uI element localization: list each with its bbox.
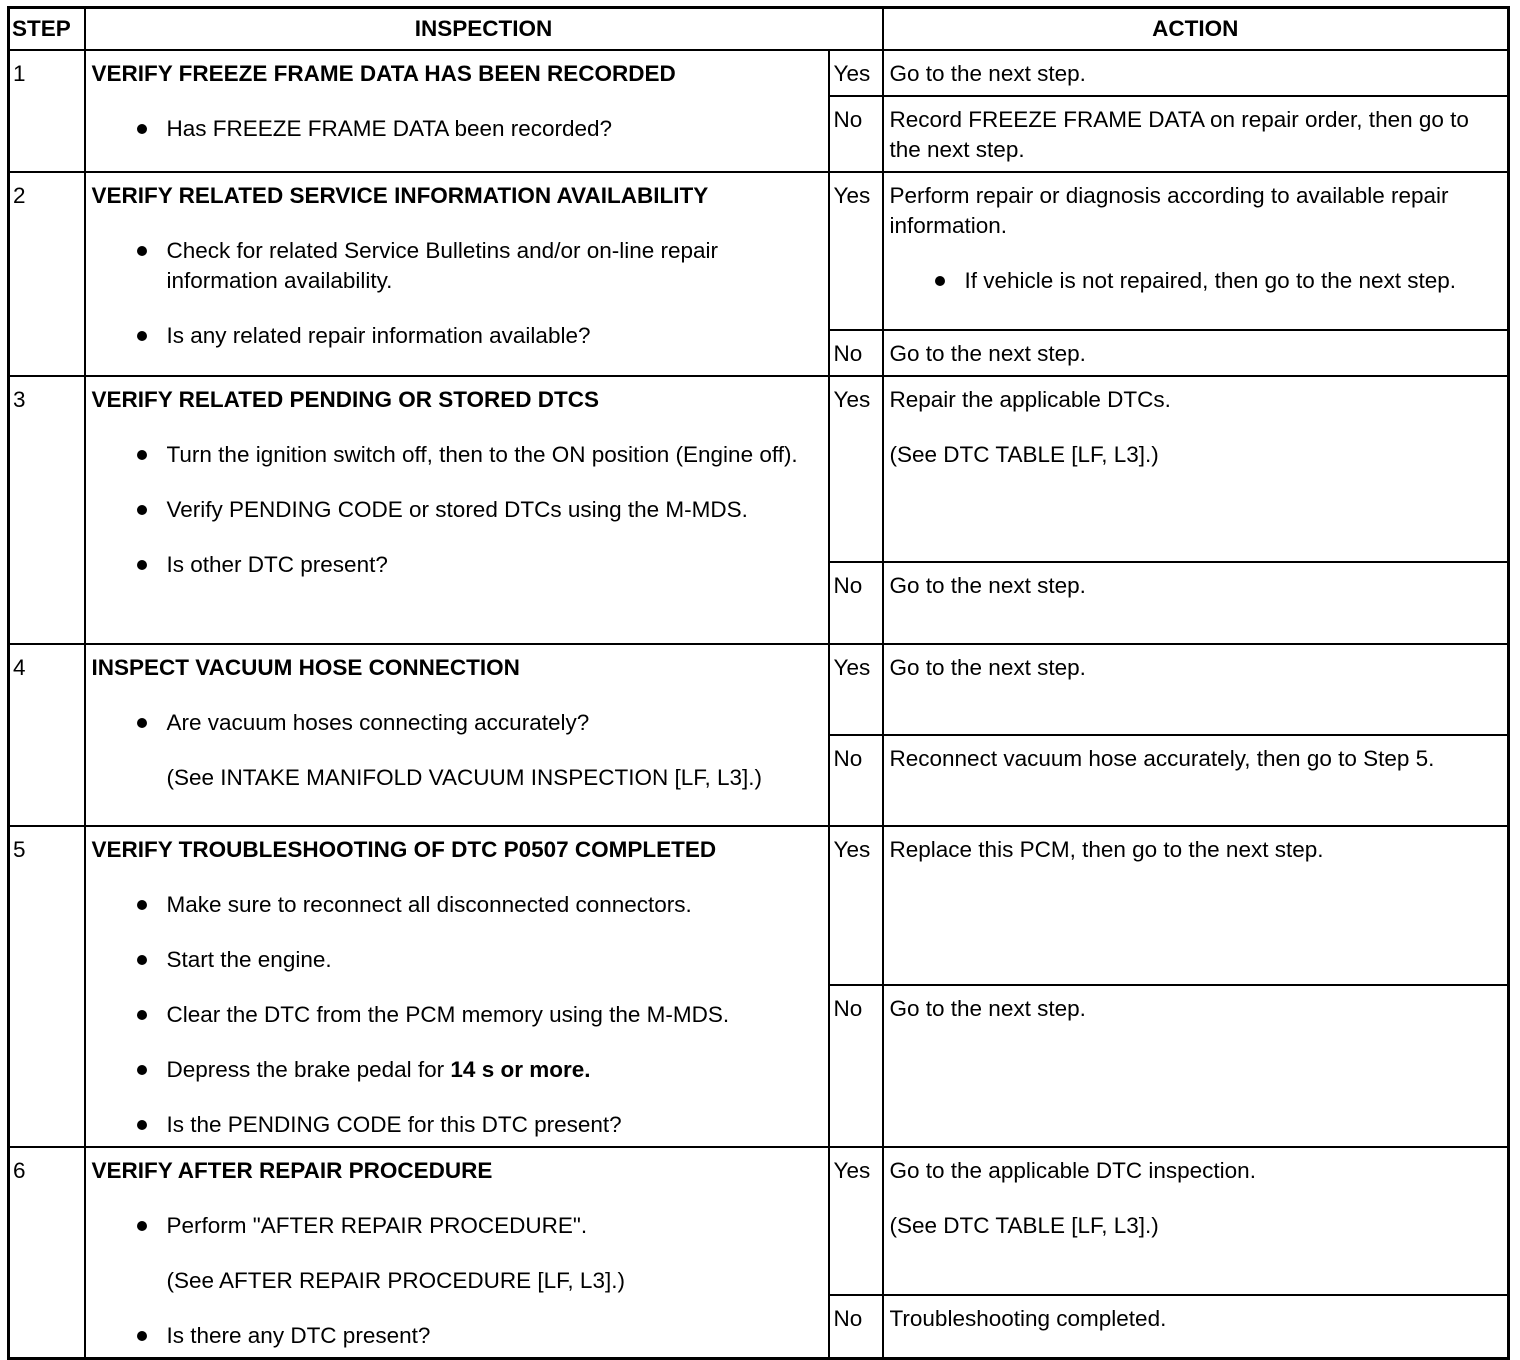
diagnostic-table-wrapper [7,6,1510,1360]
step-number: 2 [9,172,85,376]
step-number: 5 [9,826,85,1147]
bullet-list [92,708,822,738]
no-action: Go to the next step. [883,562,1509,644]
yes-action [883,376,1509,562]
bullet-list [92,236,822,351]
step-number: 1 [9,50,85,172]
no-label: No [829,1295,883,1359]
bullet-item: Has FREEZE FRAME DATA been recorded? [92,114,822,144]
header-inspection: INSPECTION [85,8,883,51]
step-number: 3 [9,376,85,644]
bullet-item: Start the engine. [92,945,822,975]
step-3-yes-row [9,376,1509,562]
diagnostic-procedure-table [7,6,1510,1360]
action-bullet-item: If vehicle is not repaired, then go to the next step. [890,266,1502,296]
no-label: No [829,562,883,644]
bullet-list [92,1211,822,1241]
action-bullet-list [890,266,1502,296]
yes-action-reference: (See DTC TABLE [LF, L3].) [889,442,1159,467]
step-title: VERIFY FREEZE FRAME DATA HAS BEEN RECORDED [91,61,676,86]
no-action: Troubleshooting completed. [883,1295,1509,1359]
no-label: No [829,735,883,826]
step-title: VERIFY RELATED PENDING OR STORED DTCS [91,387,600,412]
no-label: No [829,330,883,376]
yes-action [883,172,1509,330]
step-inspection [85,1147,829,1359]
header-row [9,8,1509,51]
bullet-list [92,1321,822,1351]
bullet-text: Depress the brake pedal for [166,1057,451,1082]
step-1-yes-row [9,50,1509,96]
yes-label: Yes [829,826,883,985]
step-inspection [85,376,829,644]
bullet-list [92,890,822,1140]
yes-action-reference: (See DTC TABLE [LF, L3].) [889,1213,1159,1238]
step-4-yes-row [9,644,1509,735]
no-action: Go to the next step. [883,985,1509,1147]
bullet-item: Is the PENDING CODE for this DTC present? [92,1110,822,1140]
yes-label: Yes [829,376,883,562]
yes-action: Go to the next step. [883,50,1509,96]
bullet-bold-text: 14 s or more. [450,1057,591,1082]
step-title: VERIFY AFTER REPAIR PROCEDURE [91,1158,493,1183]
step-inspection [85,172,829,376]
yes-action-text: Go to the applicable DTC inspection. [889,1158,1256,1183]
bullet-item: Is there any DTC present? [92,1321,822,1351]
yes-label: Yes [829,50,883,96]
bullet-item: Clear the DTC from the PCM memory using the M-MDS. [92,1000,822,1030]
inspection-reference: (See AFTER REPAIR PROCEDURE [LF, L3].) [166,1268,625,1293]
step-title: VERIFY RELATED SERVICE INFORMATION AVAILABILITY [91,183,709,208]
bullet-item: Is other DTC present? [92,550,822,580]
yes-label: Yes [829,644,883,735]
step-5-yes-row [9,826,1509,985]
yes-action [883,1147,1509,1295]
step-inspection [85,826,829,1147]
yes-label: Yes [829,1147,883,1295]
header-step: STEP [9,8,85,51]
bullet-item: Verify PENDING CODE or stored DTCs using the M-MDS. [92,495,822,525]
bullet-item: Check for related Service Bulletins and/or on-line repair information availability. [92,236,822,296]
step-title: VERIFY TROUBLESHOOTING OF DTC P0507 COMPLETED [91,837,717,862]
no-action: Reconnect vacuum hose accurately, then go to Step 5. [883,735,1509,826]
bullet-item: Turn the ignition switch off, then to the ON position (Engine off). [92,440,822,470]
yes-action: Replace this PCM, then go to the next step. [883,826,1509,985]
yes-action-text: Perform repair or diagnosis according to available repair information. [889,183,1449,238]
yes-action-text: Repair the applicable DTCs. [889,387,1171,412]
yes-label: Yes [829,172,883,330]
step-number: 4 [9,644,85,826]
no-label: No [829,96,883,172]
step-inspection [85,644,829,826]
bullet-item: Perform "AFTER REPAIR PROCEDURE". [92,1211,822,1241]
inspection-reference: (See INTAKE MANIFOLD VACUUM INSPECTION [LF, L3].) [166,765,763,790]
step-title: INSPECT VACUUM HOSE CONNECTION [91,655,520,680]
bullet-list [92,114,822,144]
header-action: ACTION [883,8,1509,51]
step-number: 6 [9,1147,85,1359]
yes-action: Go to the next step. [883,644,1509,735]
bullet-item: Make sure to reconnect all disconnected connectors. [92,890,822,920]
bullet-item [92,1055,822,1085]
no-label: No [829,985,883,1147]
bullet-item: Are vacuum hoses connecting accurately? [92,708,822,738]
no-action: Go to the next step. [883,330,1509,376]
no-action: Record FREEZE FRAME DATA on repair order, then go to the next step. [883,96,1509,172]
bullet-item: Is any related repair information available? [92,321,822,351]
step-2-yes-row [9,172,1509,330]
bullet-list [92,440,822,580]
step-inspection [85,50,829,172]
step-6-yes-row [9,1147,1509,1295]
